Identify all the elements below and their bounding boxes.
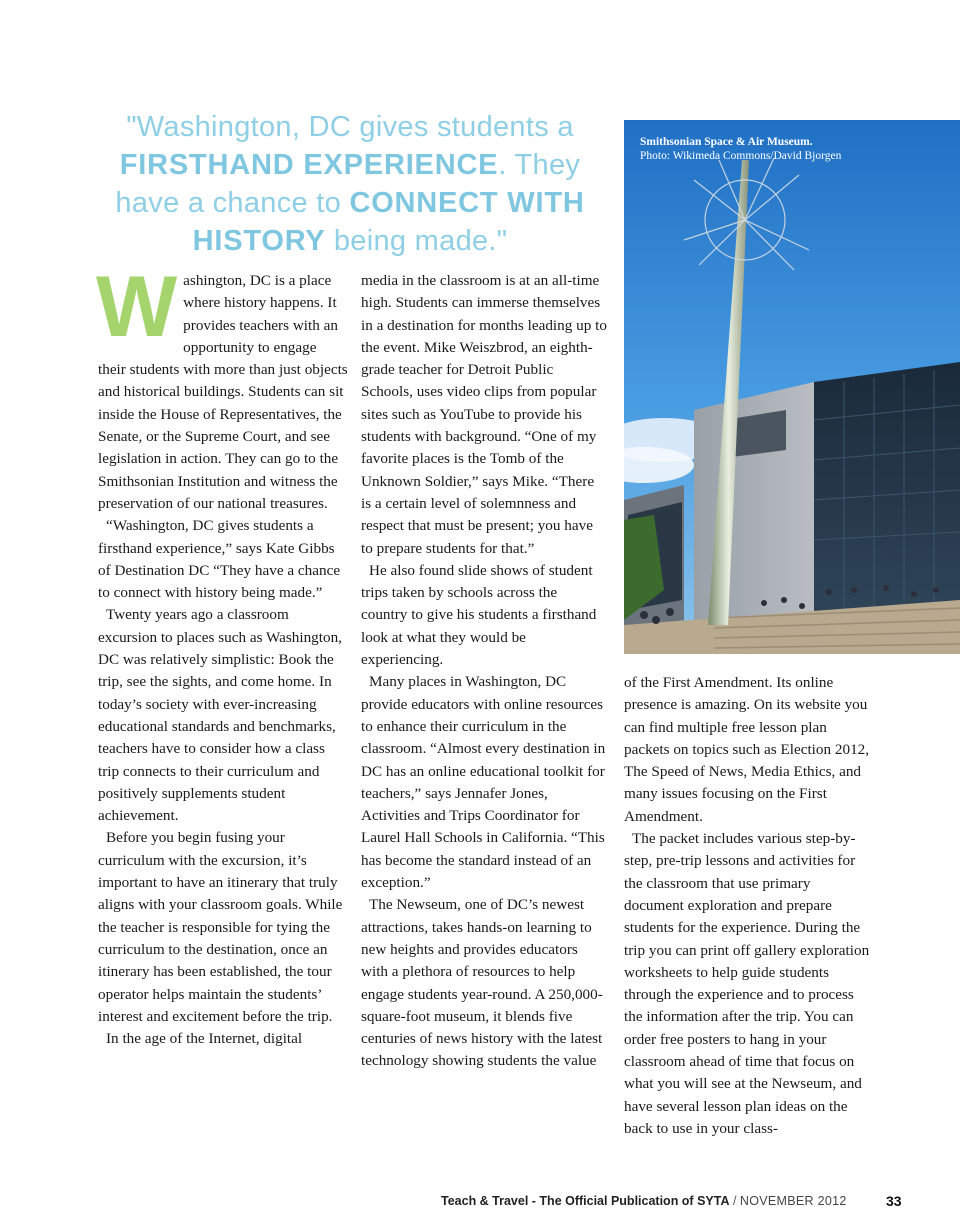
drop-cap: W: [96, 259, 178, 355]
publication-name: Teach & Travel - The Official Publication of SYTA: [441, 1194, 730, 1208]
article-paragraph: In the age of the Internet, digital: [106, 1030, 303, 1048]
article-column-2: [361, 270, 607, 1073]
issue-date: NOVEMBER 2012: [739, 1194, 847, 1208]
article-paragraph: Twenty years ago a classroom excursion to places such as Washington, DC was relatively simplistic: Book the trip, see the sights, and come home. In today’s society with ever-increasing educational standards and benchmarks, teachers have to consider how a class trip connects to their curriculum and positively supplements student achievement.: [98, 606, 342, 825]
footer-separator: /: [729, 1194, 740, 1208]
pull-quote-emphasis-1: FIRSTHAND EXPERIENCE: [119, 149, 499, 181]
article-paragraph: “Washington, DC gives students a firsthand experience,” says Kate Gibbs of Destination DC “They have a chance to connect with history being made.”: [98, 517, 341, 602]
museum-photo-illustration: [624, 120, 960, 654]
museum-photo: [624, 120, 960, 654]
article-column-1: [96, 259, 348, 1050]
article-paragraph: The packet includes various step-by-step, pre-trip lessons and activities for the classroom that use primary document exploration and prepare students for the experience. During the trip you can print off gallery exploration worksheets to help guide students through the experience and to process the information after the trip. You can order free posters to hang in your classroom ahead of time that focus on what you will see at the Newseum, and have several lesson plan ideas on the back to use in your class-: [624, 830, 870, 1137]
article-paragraph: Many places in Washington, DC provide educators with online resources to enhance their curriculum in the classroom. “Almost every destination in DC has an online educational toolkit for teachers,” says Jennafer Jones, Activities and Trips Coordinator for Laurel Hall Schools in California. “This has become the standard instead of an exception.”: [361, 673, 606, 892]
page-footer: [441, 1194, 847, 1208]
article-column-3: [624, 672, 874, 1140]
article-paragraph: He also found slide shows of student trips taken by schools across the country to give his students a firsthand look at what they would be experiencing.: [361, 561, 597, 669]
article-paragraph: of the First Amendment. Its online presence is amazing. On its website you can find multiple free lesson plan packets on topics such as Election 2012, The Speed of News, Media Ethics, and many issues focusing on the First Amendment.: [624, 674, 870, 825]
photo-caption-title: Smithsonian Space & Air Museum.: [640, 136, 813, 148]
pull-quote-text-1: "Washington, DC gives students a: [126, 111, 574, 143]
pull-quote-text-2: . They have a chance to: [115, 149, 581, 219]
article-opening-text: ashington, DC is a place where history happens. It provides teachers with an opportunity to engage their students with more than just objects and historical buildings. Students can sit inside the House of Representatives, the Senate, or the Supreme Court, and see legislation in action. They can go to the Smithsonian Institution and witness the preservation of our national treasures.: [98, 272, 348, 512]
photo-credit: Photo: Wikimeda Commons/David Bjorgen: [640, 149, 842, 162]
pull-quote-text-3: being made.": [325, 225, 508, 257]
article-paragraph: media in the classroom is at an all-time high. Students can immerse themselves in a destination for months leading up to the event. Mike Weiszbrod, an eighth-grade teacher for Detroit Public Schools, uses video clips from popular sites such as YouTube to provide his students with background. “One of my favorite places is the Tomb of the Unknown Soldier,” says Mike. “There is a certain level of solemnness and respect that must be present; you have to prepare students for that.”: [361, 272, 607, 557]
pull-quote: [96, 108, 604, 260]
article-paragraph: [96, 259, 348, 515]
article-paragraph: The Newseum, one of DC’s newest attractions, takes hands-on learning to new heights and provides educators with a plethora of resources to help engage students year-round. A 250,000-square-foot museum, it blends five centuries of news history with the latest technology showing students the value: [361, 896, 603, 1070]
pull-quote-emphasis-2: CONNECT WITH HISTORY: [192, 187, 585, 257]
page-number: 33: [886, 1193, 902, 1209]
photo-caption: [640, 136, 841, 163]
article-paragraph: Before you begin fusing your curriculum with the excursion, it’s important to have an itinerary that truly aligns with your classroom goals. While the teacher is responsible for tying the curriculum to the destination, once an itinerary has been established, the tour operator helps maintain the students’ interest and excitement before the trip.: [98, 829, 343, 1025]
